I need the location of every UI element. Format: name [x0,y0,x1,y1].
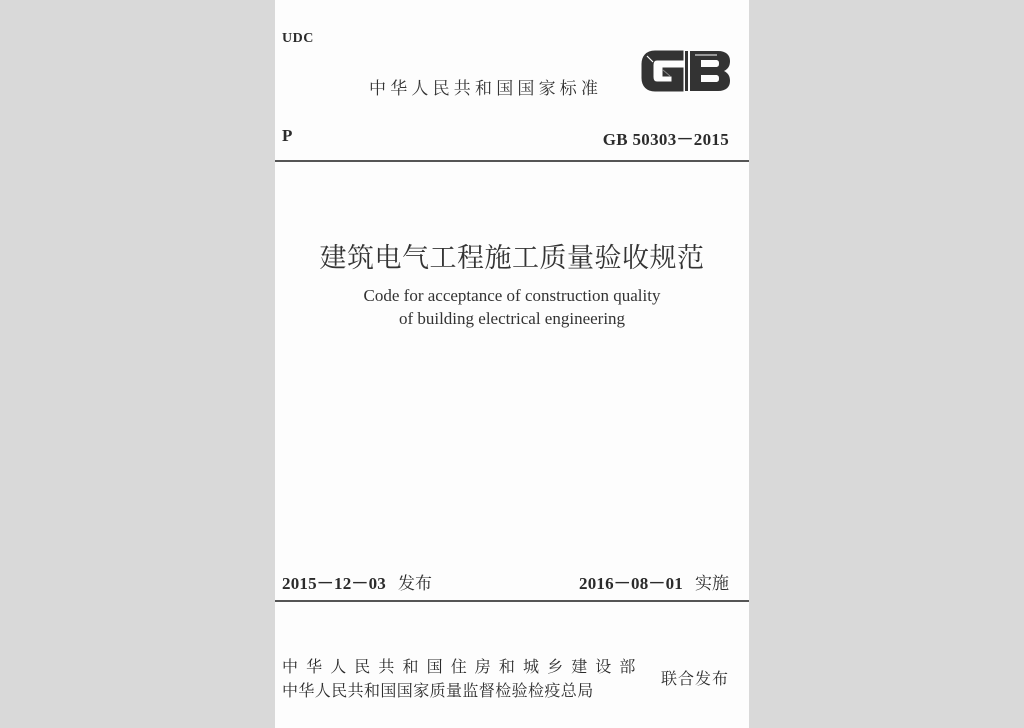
title-chinese: 建筑电气工程施工质量验收规范 [319,243,705,273]
effective-label: 实施 [695,574,729,594]
effective-date-row [579,569,729,594]
issuer-aqsiq: 中华人民共和国国家质量监督检验检疫总局 [282,681,594,700]
top-divider [275,160,749,162]
national-standard-label: 中华人民共和国国家标准 [369,79,603,99]
effective-date: 2016－08－01 [579,574,683,593]
issue-label: 发布 [398,574,432,594]
title-english-line-2: of building electrical engineering [398,309,626,328]
title-english [275,284,749,330]
cover-page [275,0,749,728]
issue-date-row [282,569,432,594]
gb-logo-icon [639,47,733,95]
bottom-divider [275,600,749,602]
udc-label: UDC [282,31,314,46]
joint-issue-label: 联合发布 [660,669,729,688]
title-english-line-1: Code for acceptance of construction quality [363,286,661,305]
classification-code: P [282,126,293,145]
issuer-ministry-housing: 中华人民共和国住房和城乡建设部 [282,657,644,676]
issuing-authorities [282,655,644,703]
standard-number: GB 50303－2015 [602,130,729,149]
issue-date: 2015－12－03 [282,574,386,593]
